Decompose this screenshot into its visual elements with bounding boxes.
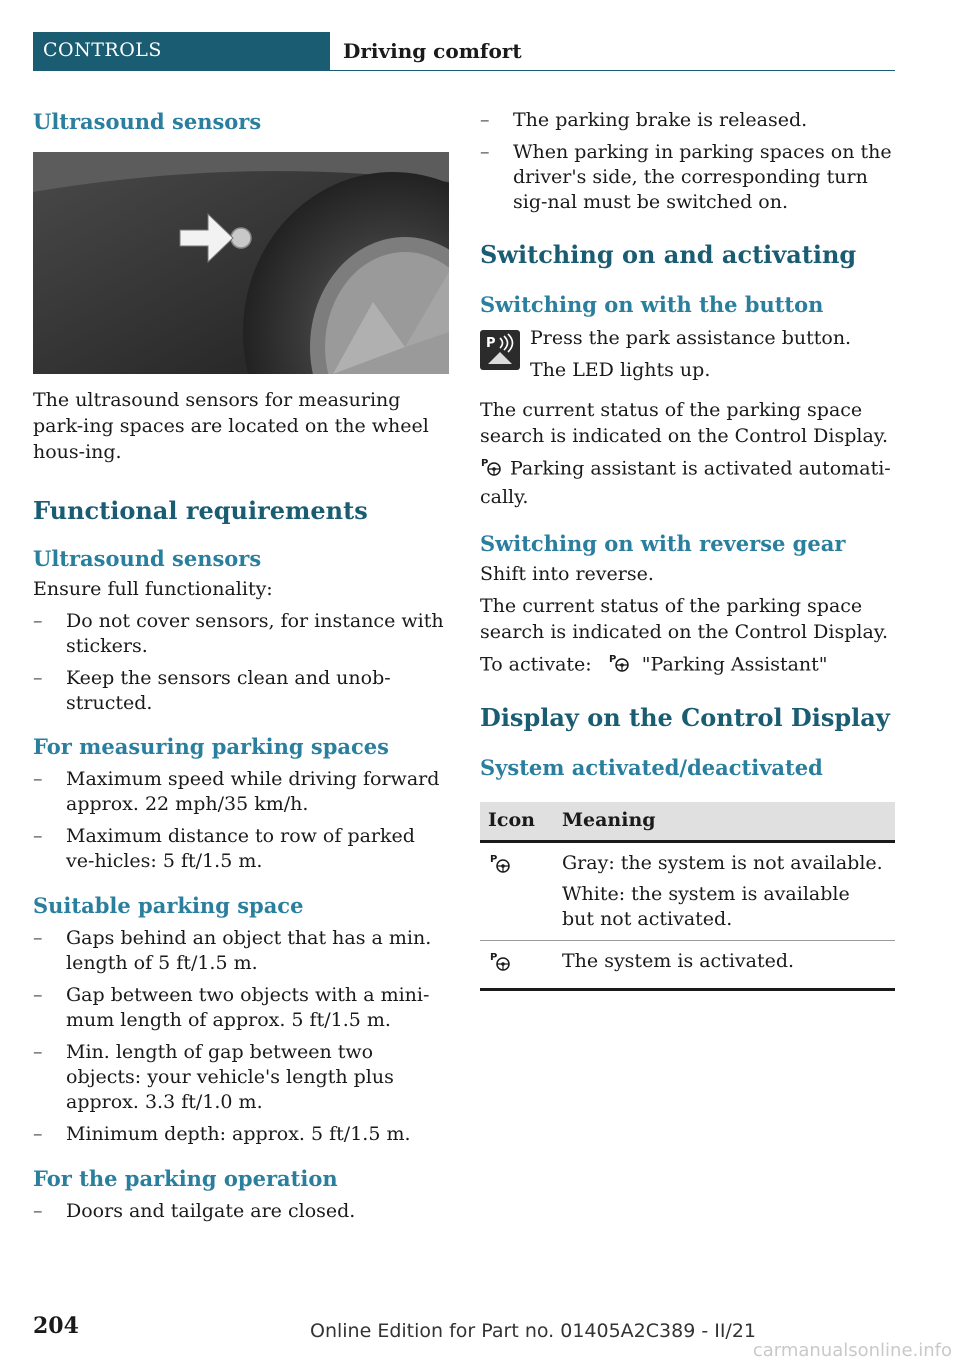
park-assistance-button-icon bbox=[480, 330, 520, 370]
table-cell-icon bbox=[480, 842, 554, 941]
heading-functional-requirements: Functional requirements bbox=[33, 496, 368, 525]
heading-control-display: Display on the Control Display bbox=[480, 703, 890, 732]
svg-text:P: P bbox=[608, 654, 617, 665]
parking-assistant-icon bbox=[488, 851, 514, 882]
status-table bbox=[480, 802, 895, 991]
svg-text:P: P bbox=[486, 336, 496, 351]
svg-text:P: P bbox=[490, 854, 498, 865]
list-item: – Maximum speed while driving forward approx. 22 mph/35 km/h. bbox=[33, 768, 440, 815]
list-item: – Minimum depth: approx. 5 ft/1.5 m. bbox=[33, 1123, 411, 1145]
heading-suitable-space: Suitable parking space bbox=[33, 893, 304, 918]
table-header-meaning: Meaning bbox=[554, 802, 895, 842]
list-item: – Gaps behind an object that has a min. length of 5 ft/1.5 m. bbox=[33, 927, 432, 974]
page-number: 204 bbox=[33, 1313, 79, 1339]
heading-system-activated: System activated/deactivated bbox=[480, 755, 823, 780]
table-cell-meaning: The system is activated. bbox=[554, 941, 895, 990]
heading-switching-on: Switching on and activating bbox=[480, 240, 857, 269]
table-cell-meaning bbox=[554, 842, 895, 941]
suitable-list bbox=[33, 926, 449, 1147]
meaning-gray: Gray: the system is not available. bbox=[562, 852, 883, 874]
table-cell-icon bbox=[480, 941, 554, 990]
measuring-list bbox=[33, 767, 449, 874]
list-item: – Doors and tailgate are closed. bbox=[33, 1200, 356, 1222]
list-item: – When parking in parking spaces on the driver's side, the corresponding turn sig-nal must be switched on. bbox=[480, 141, 892, 213]
table-row bbox=[480, 941, 895, 990]
heading-parking-operation: For the parking operation bbox=[33, 1166, 338, 1191]
svg-text:P: P bbox=[490, 952, 498, 963]
page-header bbox=[33, 32, 895, 71]
heading-measuring: For measuring parking spaces bbox=[33, 734, 389, 759]
wheel-sensor-photo bbox=[33, 152, 449, 374]
list-item: – Maximum distance to row of parked ve-hicles: 5 ft/1.5 m. bbox=[33, 825, 415, 872]
status-text-2: The current status of the parking space search is indicated on the Control Display. bbox=[480, 595, 889, 643]
svg-text:P: P bbox=[481, 458, 489, 469]
edition-footer: Online Edition for Part no. 01405A2C389 - II/21 bbox=[310, 1320, 757, 1342]
button-instruction bbox=[480, 327, 896, 389]
list-item: – Gap between two objects with a mini-mum length of approx. 5 ft/1.5 m. bbox=[33, 984, 430, 1031]
heading-ultrasound-sensors-2: Ultrasound sensors bbox=[33, 546, 262, 571]
ensure-text: Ensure full functionality: bbox=[33, 578, 273, 600]
section-tab: CONTROLS bbox=[33, 32, 330, 70]
parking-assistant-icon bbox=[480, 455, 502, 484]
photo-caption: The ultrasound sensors for measuring park-ing spaces are located on the wheel hous-ing. bbox=[33, 389, 429, 463]
heading-reverse-gear: Switching on with reverse gear bbox=[480, 531, 846, 556]
list-item: – Do not cover sensors, for instance with stickers. bbox=[33, 610, 444, 657]
table-row bbox=[480, 842, 895, 941]
left-column bbox=[33, 108, 449, 1231]
status-text-1: The current status of the parking space search is indicated on the Control Display. bbox=[480, 399, 889, 447]
press-text: Press the park assistance button. bbox=[530, 327, 852, 349]
list-item: – Min. length of gap between two objects: your vehicle's length plus approx. 3.3 ft/1.0 m. bbox=[33, 1041, 394, 1113]
activate-instruction: To activate: P "Parking Assistant" bbox=[480, 651, 896, 680]
conditions-list bbox=[480, 108, 896, 215]
operation-list bbox=[33, 1199, 449, 1224]
table-header-icon: Icon bbox=[480, 802, 554, 842]
led-text: The LED lights up. bbox=[530, 359, 711, 381]
watermark: carmanualsonline.info bbox=[752, 1340, 952, 1361]
chapter-title: Driving comfort bbox=[343, 39, 522, 63]
parking-assistant-icon bbox=[488, 949, 514, 980]
menu-item-parking-assistant: "Parking Assistant" bbox=[641, 653, 828, 676]
heading-ultrasound-sensors: Ultrasound sensors bbox=[33, 109, 262, 134]
shift-text: Shift into reverse. bbox=[480, 563, 654, 585]
parking-assistant-icon bbox=[608, 651, 630, 680]
heading-switching-button: Switching on with the button bbox=[480, 292, 824, 317]
list-item: – Keep the sensors clean and unob-structed. bbox=[33, 667, 391, 714]
right-column bbox=[480, 108, 896, 991]
list-item: – The parking brake is released. bbox=[480, 109, 808, 131]
auto-activation-text: P Parking assistant is activated automati-cally. bbox=[480, 455, 896, 510]
meaning-white: White: the system is available but not activated. bbox=[562, 883, 850, 930]
sensor-list bbox=[33, 609, 449, 716]
